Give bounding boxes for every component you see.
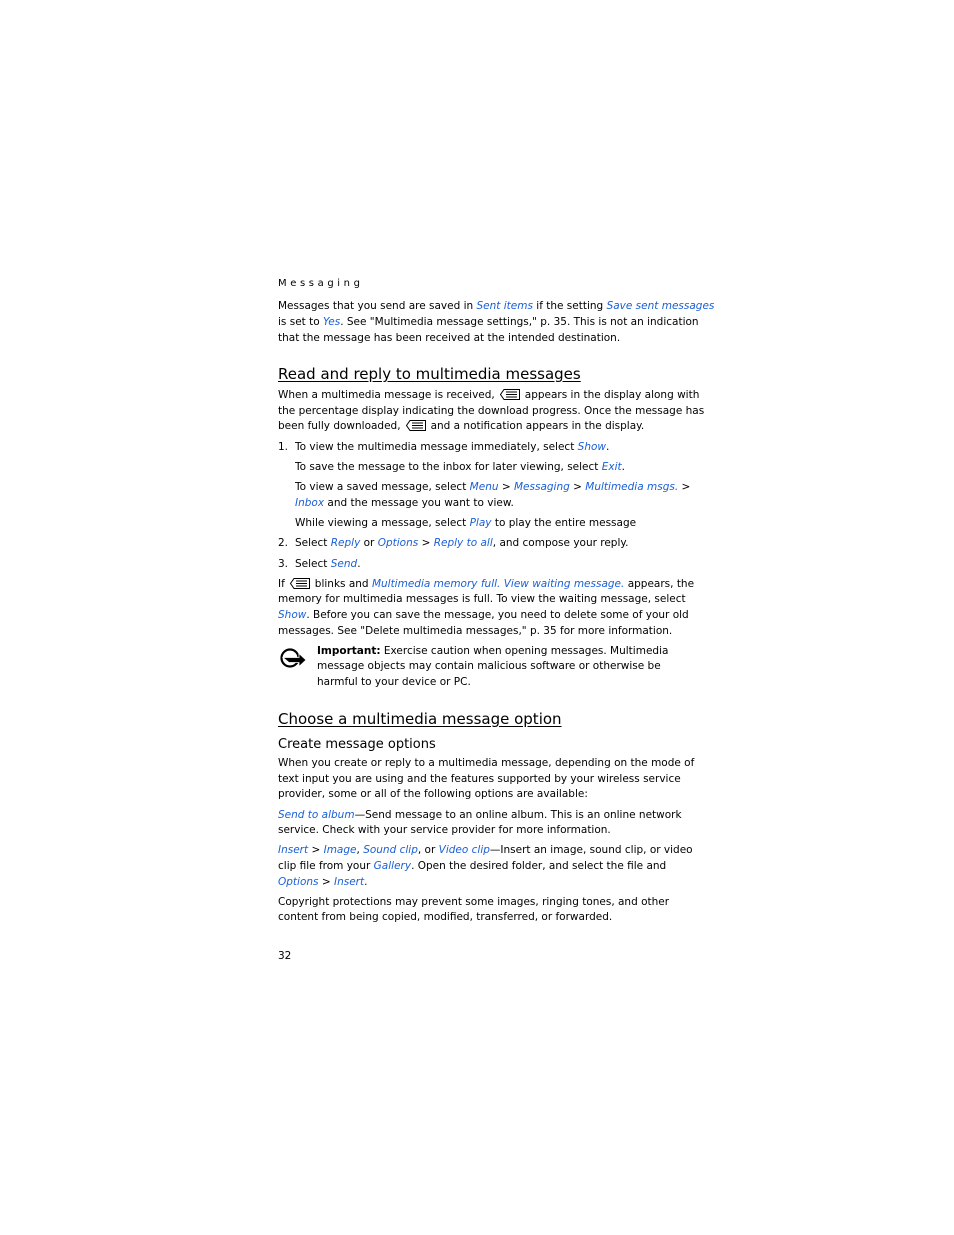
link-multimedia-msgs[interactable]: Multimedia msgs. [585,481,679,493]
warning-icon [279,648,307,673]
step-1-saved-line-2: Inbox and the message you want to view. [295,497,514,509]
read-line-3: been fully downloaded, and a notification appears in the display. [278,419,670,438]
copyright-line-1: Copyright protections may prevent some images, ringing tones, and other [278,896,670,908]
choose-line-2: text input you are using and the features supported by your wireless service [278,773,681,785]
link-show-waiting[interactable]: Show [278,609,307,621]
subheading-create-options: Create message options [278,737,436,752]
link-gallery[interactable]: Gallery [373,860,412,872]
link-options-2[interactable]: Options [278,876,319,888]
step-1-save: To save the message to the inbox for later viewing, select Exit. [295,461,625,473]
link-insert[interactable]: Insert [278,844,309,856]
link-messaging[interactable]: Messaging [514,481,570,493]
choose-line-1: When you create or reply to a multimedia message, depending on the mode of [278,757,695,769]
album-line-2: service. Check with your service provider for more information. [278,824,611,836]
link-sound-clip[interactable]: Sound clip [363,844,418,856]
step-1: 1. To view the multimedia message immediately, select Show. [278,441,610,453]
insert-line-3: Options > Insert. [278,876,368,888]
album-line-1: Send to album—Send message to an online album. This is an online network [278,809,682,821]
memory-line-2: memory for multimedia messages is full. To view the waiting message, select [278,593,686,605]
multimedia-message-icon [405,419,427,438]
choose-line-3: provider, some or all of the following options are available: [278,788,588,800]
link-yes[interactable]: Yes [323,316,341,328]
insert-line-2: clip file from your Gallery. Open the desired folder, and select the file and [278,860,667,872]
heading-read-reply: Read and reply to multimedia messages [278,365,581,383]
link-send[interactable]: Send [330,558,358,570]
link-sent-items[interactable]: Sent items [476,300,533,312]
link-memory-full[interactable]: Multimedia memory full. View waiting message. [371,578,625,590]
link-video-clip[interactable]: Video clip [438,844,490,856]
section-header: Messaging [278,278,364,289]
link-exit[interactable]: Exit [601,461,622,473]
link-menu[interactable]: Menu [469,481,499,493]
memory-line-1: If blinks and Multimedia memory full. View waiting message. appears, the [278,577,670,596]
page-number: 32 [278,950,292,962]
link-save-sent-messages[interactable]: Save sent messages [606,300,715,312]
step-1-saved-line-1: To view a saved message, select Menu > Messaging > Multimedia msgs. > [295,481,691,493]
important-line-1: Important: Exercise caution when opening messages. Multimedia [317,645,669,657]
read-line-1: When a multimedia message is received, appears in the display along with [278,388,670,407]
intro-line-1: Messages that you send are saved in Sent items if the setting Save sent messages [278,300,715,312]
link-insert-2[interactable]: Insert [334,876,365,888]
link-show[interactable]: Show [577,441,606,453]
link-image[interactable]: Image [323,844,357,856]
memory-line-3: Show. Before you can save the message, you need to delete some of your old [278,609,689,621]
important-line-3: harmful to your device or PC. [317,676,471,688]
link-reply[interactable]: Reply [330,537,361,549]
heading-choose-option: Choose a multimedia message option [278,710,562,728]
step-2: 2. Select Reply or Options > Reply to all, and compose your reply. [278,537,629,549]
link-play[interactable]: Play [469,517,492,529]
step-3: 3. Select Send. [278,558,361,570]
intro-line-2: is set to Yes. See "Multimedia message settings," p. 35. This is not an indication [278,316,699,328]
link-send-to-album[interactable]: Send to album [278,809,355,821]
read-line-2: the percentage display indicating the download progress. Once the message has [278,405,705,417]
insert-line-1: Insert > Image, Sound clip, or Video clip—Insert an image, sound clip, or video [278,844,693,856]
step-1-while: While viewing a message, select Play to play the entire message [295,517,637,529]
important-line-2: message objects may contain malicious software or otherwise be [317,660,661,672]
intro-line-3: that the message has been received at the intended destination. [278,332,621,344]
link-options[interactable]: Options [377,537,419,549]
copyright-line-2: content from being copied, modified, transferred, or forwarded. [278,911,613,923]
link-inbox[interactable]: Inbox [295,497,325,509]
link-reply-to-all[interactable]: Reply to all [433,537,493,549]
memory-line-4: messages. See "Delete multimedia messages," p. 35 for more information. [278,625,673,637]
